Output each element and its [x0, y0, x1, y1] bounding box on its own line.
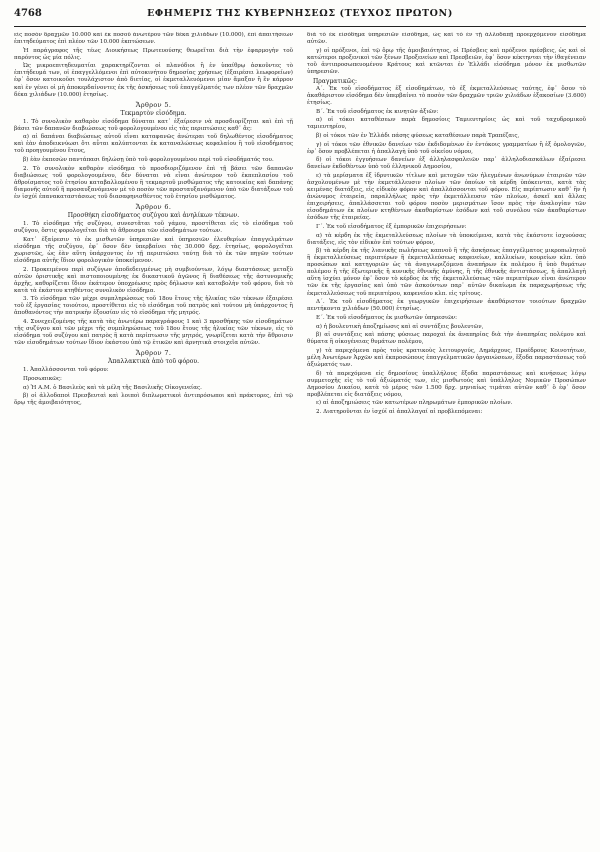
paragraph: γ) οἱ πρόξενοι, ἐπὶ τῷ ὅρῳ τῆς ἀμοιβαιότητος, οἱ Πρέσβεις καὶ πρόξενοι πρέσβεις, ὡς καὶ οἱ κατώτεροι προξενικοὶ τῶν ξένων Προξενείων καὶ Πρεσβειῶν, ἐφ᾽ ὅσον κέκτηνται τὴν ἰθαγένειαν τοῦ ἀντιπροσωπευομένου Κράτους καὶ κτῶνται ἐν Ἑλλάδι εἰσόδημα μόνον ἐκ μισθωτῶν ὑπηρεσιῶν. — [307, 47, 586, 75]
paragraph: διὰ τὸ ἐκ εἰσόδημα ὑπηρεσιῶν εἰσόδημα, ὡς καὶ τὸ ἐν τῇ ἀλλοδαπῇ προερχόμενον εἰσόδημα αὐτῶν. — [307, 32, 586, 46]
paragraph: β) τὰ κέρδη ἐκ τῆς λιανικῆς πωλήσεως καπνοῦ ἢ τῆς ἀσκήσεως ἐπαγγέλματος μικροπωλητοῦ ἢ ἐκμεταλλεύσεως περιπτέρων ἢ ἐκμεταλλεύσεως καφενείων, καλλικίων, κουρείων κλπ. ὑπὸ προσώπων καὶ κατηγοριῶν ὡς τὰ ἀναγνωριζόμενα ἀναπήρων ἐκ πολέμου ἢ ὑπὸ θυμάτων πολέμου ἢ τῆς ἐξωτερικῆς ἢ κυνικῆς ἐθνικῆς ἀμύνης, ἢ τῆς ἐθνικῆς ἀντιστάσεως, ἡ ἀπαλλαγὴ αὕτη ἰσχύει μόνον ἐφ᾽ ὅσον τὸ κέρδος ἐκ τῆς ἐκμεταλλεύσεως τῶν περιπτέρων εἶναι ἀνώτερον τῶν ἐκ τῆς ἐργασίας καὶ ὑπὸ τῶν ἀσκούντων παρ᾽ αὐτῶν δικαίωμα ἐκ παραχωρήσεως τῆς ἐκμεταλλεύσεως τοῦ περιπτέρου, καφενείου κλπ. εἰς τρίτους. — [307, 248, 586, 297]
paragraph: α) Ἡ Α.Μ. ὁ Βασιλεὺς καὶ τὰ μέλη τῆς Βασιλικῆς Οἰκογενείας. — [23, 384, 202, 391]
article-subtitle: Τεκμαρτὸν εἰσόδημα. — [120, 109, 187, 117]
paragraph: γ) οἱ τόκοι τῶν ἐθνικῶν δανείων τῶν ἐκδιδομένων ἐν ἐντόκοις γραμματίων ἢ ἐξ ὁμολογιῶν, ἐφ᾽ ὅσον προβλέπεται ἡ ἀπαλλαγὴ ὑπὸ τοῦ οἰκείου νόμου, — [307, 141, 586, 155]
right-column — [307, 32, 586, 852]
paragraph: ε) αἱ ἀποζημιώσεις τῶν κατωτέρων πληρωμάτων ἐμπορικῶν πλοίων. — [316, 400, 513, 407]
article-heading: Ἄρθρον 5. — [135, 100, 172, 109]
paragraph: α) τὰ κέρδη ἐκ τῆς ἐκμεταλλεύσεως πλοίων τὰ ὑποκείμενα, κατὰ τὰς ἐκάστοτε ἰσχυούσας διατάξεις, εἰς τὸν εἰδικὸν ἐπὶ τούτων φόρον, — [307, 232, 586, 246]
paragraph: 1. Ἀπαλλάσσονται τοῦ φόρου: — [23, 367, 109, 374]
paragraph: Α΄. Ἐκ τοῦ εἰσοδήματος ἐξ εἰσοδημάτων, τὸ ἐξ ἐκμεταλλεύσεως ταύτης, ἐφ᾽ ὅσον τὸ ἀκαθάριστον εἰσόδημα δὲν ὑπερβαίνει τὸ ποσὸν τῶν δραχμῶν τριῶν χιλιάδων ἑξακοσίων (3.600) ἐτησίως. — [307, 85, 586, 107]
paragraph: 2. Διατηροῦνται ἐν ἰσχύϊ αἱ ἀπαλλαγαί αἱ προβλεπόμεναι: — [316, 408, 483, 415]
paragraph: Δ΄. Ἐκ τοῦ εἰσοδήματος ἐκ γεωργικῶν ἐπιχειρήσεων ἀκαθάριστον τοιούτων δραχμῶν πεντήκοντα χιλιάδων (50.000) ἐτησίως. — [307, 299, 586, 313]
paragraph: Ἡ παράγραφος τῆς τέως Διοικήσεως Πρωτευούσης θεωρεῖται διὰ τὴν ἐφαρμογὴν τοῦ παρόντος ὡς μία πόλις. — [14, 47, 293, 61]
page-number: 4768 — [14, 8, 42, 19]
paragraph: Ε΄. Ἐκ τοῦ εἰσοδήματος ἐκ μισθωτῶν ὑπηρεσιῶν: — [316, 314, 458, 321]
paragraph: Ὡς μικροεπιτηδευματίαι χαρακτηρίζονται οἱ πλανόδιοι ἢ ἐν ὑπαίθρῳ ἀσκοῦντες τὸ ἐπιτήδευμά των, οἱ ἐπαγγελλόμενοι ἐπὶ αὐτοκινήτου δημοσίας χρήσεως (ἐξαιρέσει λεωφορείων) ἐφ᾽ ὅσον κατοικοῦσι τουλάχιστον ἀπὸ διετίας, οἱ ἐκμεταλλευόμενοι μίαν ἄμαξαν ἢ ἓν κάρρον καὶ ἐν γένει οἱ μὴ ἀποκερδαίνοντες ἐκ τῆς ἀσκήσεως τοῦ ἐπαγγέλματός των πλέον τῶν δραχμῶν δέκα χιλιάδων (10.000) ἐτησίως. — [14, 63, 293, 98]
paragraph: α) οἱ τόκοι καταθέσεων παρὰ δημοσίοις Ταμιευτηρίοις ὡς καὶ τοῦ ταχυδρομικοῦ ταμιευτηρίου, — [307, 117, 586, 131]
paragraph: α) ἡ βουλευτικὴ ἀποζημίωσις καὶ αἱ συντάξεις βουλευτῶν, — [316, 323, 484, 330]
paragraph: ε) τὰ μερίσματα ἐξ ἰδρυτικῶν τίτλων καὶ μετοχῶν τῶν ἠλεγμένων ἀνωνύμων ἑταιριῶν τῶν ἀσχολουμένων μὲ τὴν ἐκμετάλλευσιν πλοίων τῶν ὁποίων τὰ κέρδη ὑπόκεινται, κατὰ τὰς κειμένας διατάξεις, εἰς εἰδικὸν φόρον καὶ ἀπαλλάσσονται τοῦ φόρου. Εἰς περίπτωσιν καθ᾽ ἣν ἡ ἀνώνυμος ἑταιρεία, παραλλήλως πρὸς τὴν ἐκμετάλλευσιν τῶν πλοίων, ἀσκεῖ καὶ ἄλλας ἐπιχειρήσεις, ἀπαλλάσσεται τοῦ φόρου ποσὸν μερισμάτων ἴσον πρὸς τὴν ἀναλογίαν τῶν εἰσοδημάτων ἐκ πλοίων κτηθέντων ἀκαθαρίστων ἐσόδων καὶ τοῦ συνόλου τῶν ἀκαθαρίστων ἐσόδων τῆς ἑταιρείας. — [307, 173, 586, 222]
paragraph: β) οἱ ἀλλοδαποὶ Πρεσβευταὶ καὶ λοιποὶ διπλωματικοὶ ἀντιπρόσωποι καὶ πράκτορες, ἐπὶ τῷ ὅρῳ τῆς ἀμοιβαιότητος, — [14, 393, 293, 407]
article-heading: Ἄρθρον 6. — [135, 203, 172, 211]
article-heading: Ἄρθρον 7. — [135, 349, 172, 358]
paragraph: δ) οἱ τόκοι ἐγγυήσεων δανείων ἐξ ἀλληλασφαλειῶν παρ᾽ ἀλληλοδιασκάλων ἐξαίρεσει δανείων ἐκδοθέντων ὑπὸ τοῦ ἐλληνικοῦ Δημοσίου, — [307, 157, 586, 171]
paragraph: δ) τὰ παρεχόμενα εἰς δημοσίους ὑπαλλήλους ἔξοδα παραστάσεως καὶ κινήσεως λόγῳ συμμετοχῆς εἰς τὸ τοῦ ἀξιώματός των, εἰς μισθωτούς καὶ ὑπάλληλος Νομικῶν Προσώπων Δημοσίου Δικαίου, κατὰ τὸ μέρος τῶν 1.500 δρχ. μηνιαίως τιμάται αὐτῶν καθ᾽ ὃ ἐφ᾽ ὅσον προβλέπεται εἰς διατάξεις νόμου, — [307, 370, 586, 398]
paragraph: β) αἱ συντάξεις καὶ πάσης φύσεως παροχαὶ ἐκ ἀναπηρίας διὰ τὴν ἀναπηρίας πολέμου καὶ θύματα ἢ οἰκογένειας θυμάτων πολέμου, — [307, 332, 586, 346]
page-header — [14, 8, 586, 27]
text-columns — [14, 32, 586, 852]
paragraph: β) ἐὰν ἐκπεσὼν παντάπασι δηλώσῃ ὑπὸ τοῦ φορολογουμένου περὶ τοῦ εἰσοδήματός του. — [23, 157, 274, 164]
paragraph: 2. Τὸ συνολικὸν καθαρὸν εἰσόδημα τὸ προσδιοριζόμενον ἐπὶ τῇ βάσει τῶν δαπανῶν διαβιώσεως τοῦ φορολογουμένου, δὲν δύναται νὰ εἶναι ἀνώτερον τοῦ ἐκπεπλασίου τοῦ ἀθροίσματος τοῦ ἐτησίου καταβαλλομένου ἢ τεκμαρτοῦ μισθώματος τῆς κατοικίας καὶ δαπάνης διαμονῆς αὐτοῦ ἢ προσαυξανόμενον μὲ τὸ ποσὸν τῶν προσταυξανόμενον ὑπὸ τῶν διατάξεων τοῦ ἐν ἰσχύϊ ἐπανακαταστάσεως τοῦ διασαφηνισθέντος τοῦ ἐτησίου μισθώματος. — [14, 165, 293, 200]
paragraph: Προσωπικῶς: — [23, 376, 62, 382]
paragraph: εἰς ποσὸν δραχμῶν 10.000 καὶ ἐκ ποσοῦ ἀνωτέρου τῶν δέκα χιλιάδων (10.000), ἐπὶ ἀπαιτήσεων ἐπιτηδεύματος ἐπὶ πλέον τῶν 10.000 ἐκπτώσεων. — [14, 32, 293, 46]
paragraph: α) αἱ δαπάναι διαβιώσεως αὐτοῦ εἶναι καταφανῶς ἀνώτεραι τοῦ δηλωθέντος εἰσοδήματος καὶ ἐὰν ἀποδεικνύωσι ὅτι αὗται καλύπτονται ἐκ καταναλώσεως κεφαλαίου ἢ τοῦ εἰσοδήματος τοῦ προηγουμένου ἔτους, — [14, 134, 293, 155]
gazette-title: ΕΦΗΜΕΡΙΣ ΤΗΣ ΚΥΒΕΡΝΗΣΕΩΣ (ΤΕΥΧΟΣ ΠΡΩΤΟΝ) — [147, 8, 453, 19]
paragraph: β) οἱ τόκοι τῶν ἐν Ἑλλάδι πάσης φύσεως καταθέσεων παρὰ Τραπέζαις, — [316, 132, 520, 139]
paragraph: 2. Προκειμένου περὶ συζύγων ἀποδεδειγμένως μὴ συμβιούντων, λόγῳ διαστάσεως μεταξὺ αὐτῶν ὁριστικῆς καὶ πιστοποιουμένης ἐκ δικαστικοῦ ἀγῶνος ἢ διαθέσεως τῆς ἀστυνομικῆς ἀρχῆς, καθορίζεται ἴδιον ἑκάτερον ὑποχρέωσις πρὸς δήλωσιν καὶ καταβολὴν τοῦ φόρου, διὰ τὸ κατὰ τὰ ἐκάστου κτηθέντος συνολικὸν εἰσόδημα. — [14, 266, 293, 294]
paragraph: 1. Τὸ εἰσόδημα τῆς συζύγου, συνεστᾶται τοῦ γάμου, προστίθεται εἰς τὸ εἰσόδημα τοῦ συζύγου, ὅστις φορολογεῖται διὰ τὸ ἄθροισμα τῶν εἰσοδημάτων τούτων. — [14, 221, 293, 235]
left-column — [14, 32, 293, 852]
article-subtitle: Προσθήκη εἰσοδήματος συζύγου καὶ ἀνηλίκων τέκνων. — [67, 212, 240, 220]
paragraph: Κατ᾽ ἐξαίρεσιν τὸ ἐκ μισθωτῶν ὑπηρεσιῶν καὶ ὑπηρεσιῶν ἐλευθερίων ἐπαγγελμάτων εἰσόδημα τῆς συζύγου, ἐφ᾽ ὅσον δὲν ὑπερβαίνει τὰς 30.000 δρχ. ἐτησίως, φορολογεῖται χωριστῶς, ὡς ἐὰν αὕτη ὑπάρχοντος ἐν τῇ περιπτώσει ταύτῃ διὰ τὸ ἐκ τῶν πηγῶν τούτων εἰσόδημα αὐτῆς ἴδιον φορολογικὸν ὑποκείμενον. — [14, 236, 293, 264]
paragraph: 4. Συνεχειζομένης τῆς κατὰ τὰς ἀνωτέρω παραγράφους 1 καὶ 3 προσθήκης τῶν εἰσοδημάτων τῆς συζύγου καὶ τῶν μέχρι τῆς συμπληρώσεως τοῦ 18ου ἔτους τῆς ἡλικίας τῶν τέκνων, εἰς τὸ εἰσόδημα τοῦ συζύγου καὶ πατρὸς ἢ κατὰ περίπτωσιν τῆς μητρός, γνωρίζεται κατὰ τὴν ἄθροισιν τῶν εἰσοδημάτων τούτων ἴδιον ἑκάστου ὑπὸ τῷ ἑτικῶν καὶ ἀρνητικὰ στοιχεῖα αὐτῶν. — [14, 319, 293, 347]
paragraph: Β΄. Ἐκ τοῦ εἰσοδήματος ἐκ κινητῶν ἀξιῶν: — [316, 108, 439, 115]
paragraph: 3. Τὸ εἰσόδημα τῶν μέχρι συμπληρώσεως τοῦ 18ου ἔτους τῆς ἡλικίας τῶν τέκνων ἐξαιρέσει τοῦ ἐξ ἐργασίας τοιούτου, προστίθεται εἰς τὸ εἰσόδημα τοῦ πατρὸς καὶ τούτου μὴ ὑπάρχοντος ἢ ἀποθανόντος τὴν πατρικὴν ἐξουσίαν εἰς τὸ εἰσόδημα τῆς μητρός. — [14, 296, 293, 317]
article-subtitle: Ἀπαλλακτικὰ ἀπὸ τοῦ φόρου. — [107, 358, 200, 366]
section-heading: Πραγματικῶς: — [313, 77, 358, 85]
paragraph: γ) τὰ παρεχόμενα πρὸς τοὺς κρατικοὺς λειτουργούς, Δημάρχους, Προέδρους Κοινοτήτων, μέλη Ἀνωτέρων Ἀρχῶν καὶ ἐκπροσώπους ἐπαγγελματικῶν ὀργανώσεων, ἔξοδα παραστάσεως τοῦ ἀξιώματός των. — [307, 347, 586, 368]
paragraph: 1. Τὸ συνολικὸν καθαρὸν εἰσόδημα δύναται κατ᾽ ἐξαίρεσιν νὰ προσδιορίζηται καὶ ἐπὶ τῇ βάσει τῶν δαπανῶν διαβιώσεως τοῦ φορολογουμένου εἰς τὰς περιπτώσεις καθ᾽ ἅς: — [14, 118, 293, 132]
paragraph: Γ΄. Ἐκ τοῦ εἰσοδήματος ἐξ ἐμπορικῶν ἐπιχειρήσεων: — [316, 223, 467, 230]
